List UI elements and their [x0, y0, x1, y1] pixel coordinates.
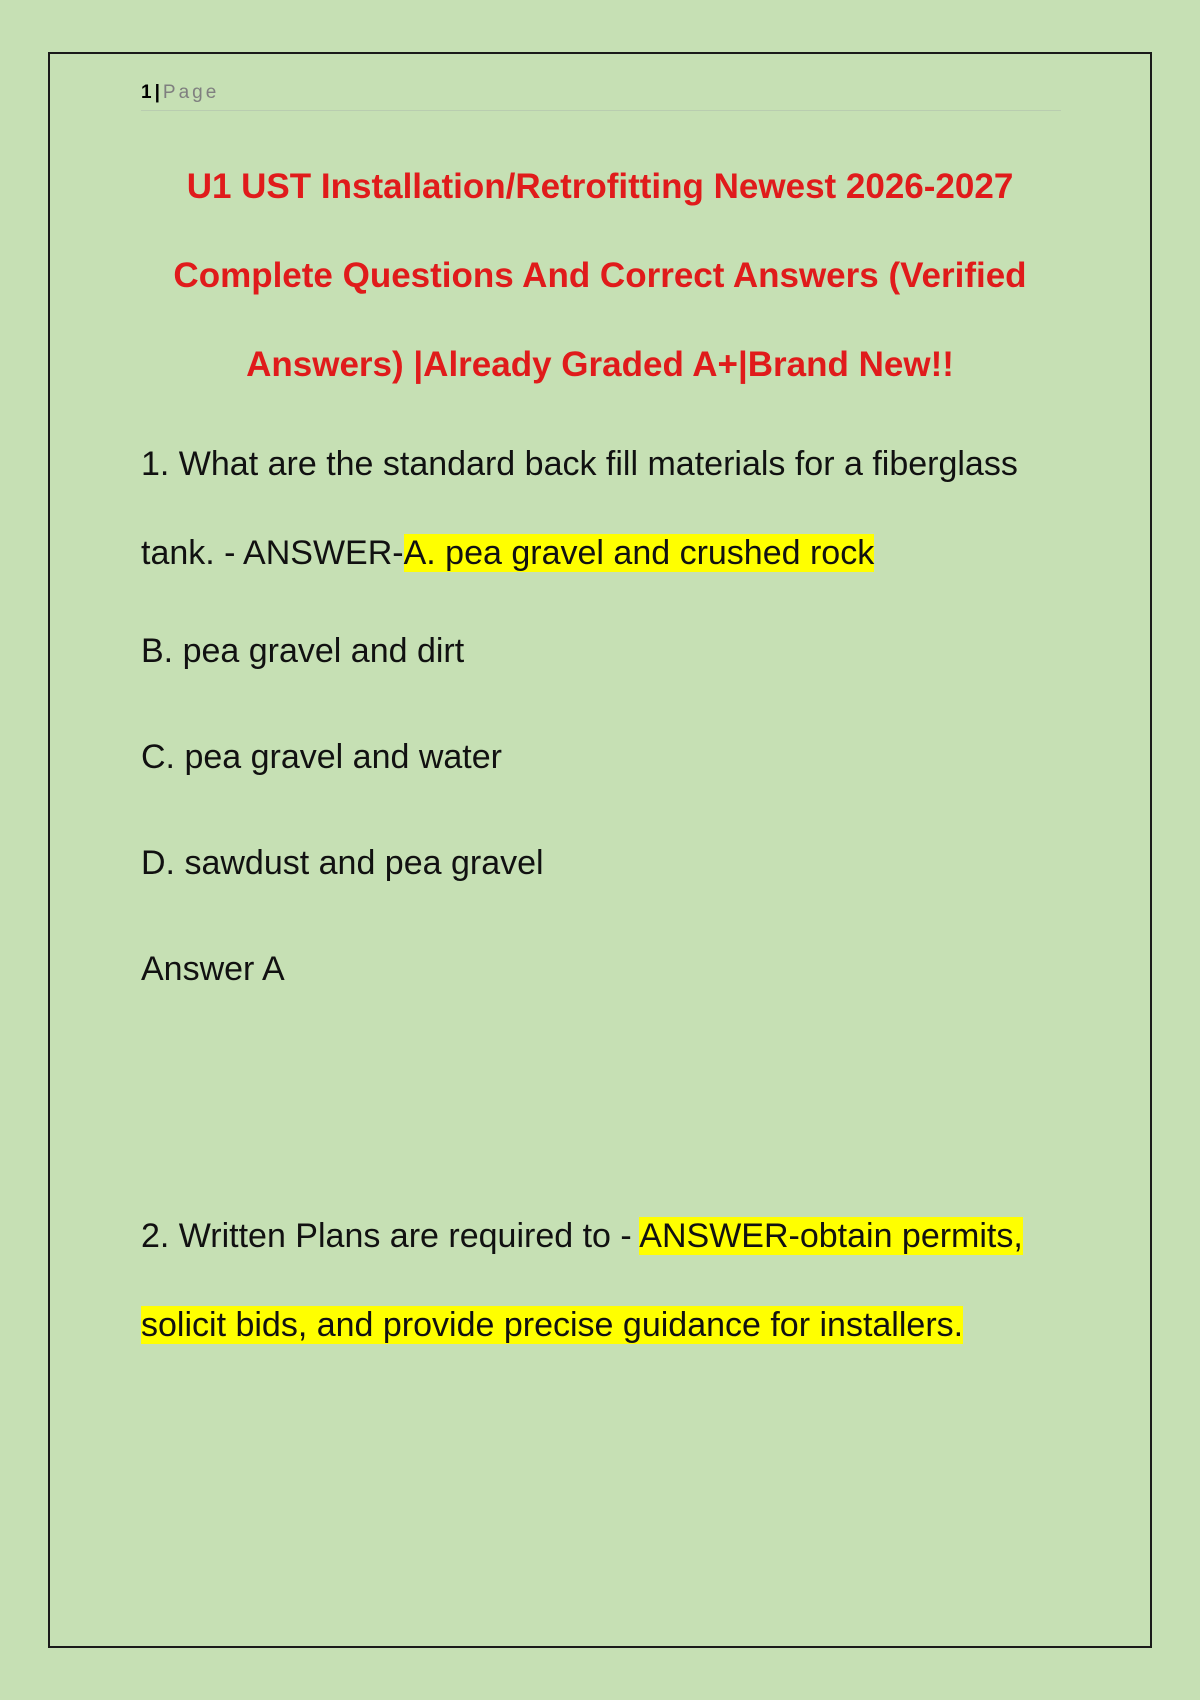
document-content [141, 420, 1081, 1370]
question-2-text [141, 1192, 1081, 1281]
question-1-answer-prefix: tank. - ANSWER- [141, 534, 404, 572]
page-header [141, 80, 1061, 111]
title-line-2: Complete Questions And Correct Answers (Verified [173, 256, 1027, 295]
question-2-answer-line [141, 1281, 1081, 1370]
question-1-option-b: B. pea gravel and dirt [141, 632, 465, 670]
question-2-answer-highlight-1: ANSWER-obtain permits, [639, 1217, 1023, 1255]
question-1 [141, 420, 1081, 1022]
spacer [141, 1022, 1081, 1192]
question-2-answer-highlight-2: solicit bids, and provide precise guidance for installers. [141, 1306, 964, 1344]
question-1-answer-line [141, 509, 1081, 598]
question-1-option-d: D. sawdust and pea gravel [141, 844, 544, 882]
question-2 [141, 1192, 1081, 1370]
title-line-1: U1 UST Installation/Retrofitting Newest 2026-2027 [186, 167, 1014, 206]
question-2-prefix: 2. Written Plans are required to - [141, 1217, 640, 1255]
document-title [120, 142, 1080, 409]
question-1-answer-note: Answer A [141, 950, 285, 988]
question-1-answer-highlight: A. pea gravel and crushed rock [403, 534, 875, 572]
question-1-option-c: C. pea gravel and water [141, 738, 502, 776]
question-1-text: 1. What are the standard back fill materials for a fiberglass [141, 445, 1018, 483]
page-word: Page [162, 82, 220, 103]
page-number: 1 [141, 82, 152, 103]
page-separator: | [154, 82, 160, 103]
title-line-3: Answers) |Already Graded A+|Brand New!! [246, 345, 954, 384]
